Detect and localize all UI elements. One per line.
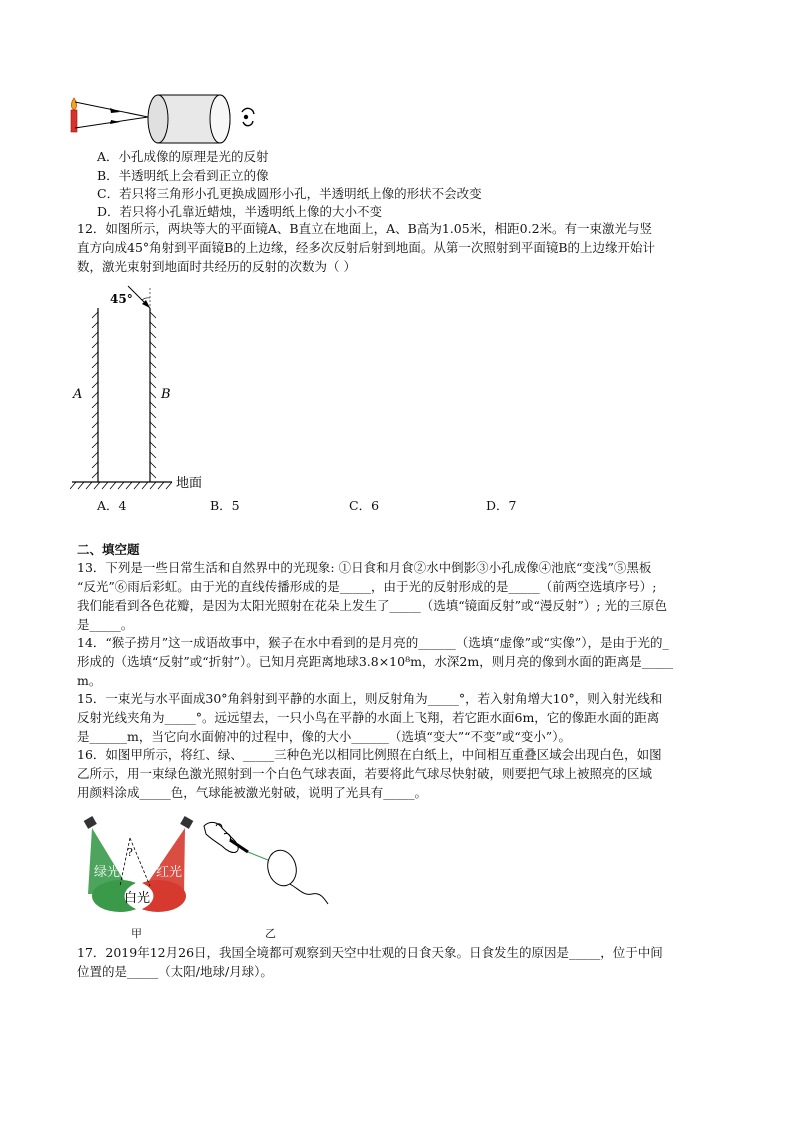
q17-line-2: 位置的是_____（太阳/地球/月球）。 <box>77 964 273 979</box>
hand-icon <box>204 822 238 852</box>
q11-option-b: B．半透明纸上会看到正立的像 <box>97 168 269 183</box>
laser-pointer-icon <box>230 840 248 852</box>
q16-line-1: 16．如图甲所示，将红、绿、_____三种色光以相同比例照在白纸上，中间相互重叠区域会出现白色，如图 <box>77 747 662 762</box>
q12-line-3: 数，激光束射到地面时共经历的反射的次数为（ ） <box>77 259 356 274</box>
question-mark: ? <box>127 846 133 859</box>
ground-label: 地面 <box>176 476 203 491</box>
q13-line-1: 13．下列是一些日常生活和自然界中的光现象: ①日食和月食②水中倒影③小孔成像④池底“变浅”⑤黑板 <box>77 560 652 575</box>
q11-option-d: D．若只将小孔靠近蜡烛，半透明纸上像的大小不变 <box>97 204 383 219</box>
q13-line-4: 是_____。 <box>77 617 134 632</box>
q12-option-b: B．5 <box>210 498 240 513</box>
q15-line-2: 反射光线夹角为_____°。远远望去，一只小鸟在平静的水面上飞翔，若它距水面6m，它的像距水面的距离 <box>77 710 660 725</box>
q11-option-a: A．小孔成像的原理是光的反射 <box>97 149 269 164</box>
q12-option-a: A．4 <box>97 498 127 513</box>
q13-line-3: 我们能看到各色花瓣，是因为太阳光照射在花朵上发生了_____（选填“镜面反射”或“漫反射”）; 光的三原色 <box>77 598 667 613</box>
figure-caption-jia: 甲 <box>131 927 142 940</box>
angle-label: 45° <box>110 292 133 306</box>
candle-flame-icon <box>71 98 76 110</box>
q12-option-c: C．6 <box>349 498 380 513</box>
q12-line-2: 直方向成45°角射到平面镜B的上边缘，经多次反射后射到地面。从第一次照射到平面镜B的上边缘开始计 <box>77 240 656 255</box>
mirror-b-label: B <box>161 387 171 402</box>
q17-line-1: 17．2019年12月26日，我国全境都可观察到天空中壮观的日食天象。日食发生的原因是_____，位于中间 <box>77 945 663 960</box>
q15-line-1: 15．一束光与水平面成30°角斜射到平静的水面上，则反射角为_____°，若入射角增大10°，则入射光线和 <box>77 691 663 706</box>
mirror-a-label: A <box>73 387 83 402</box>
q11-option-c: C．若只将三角形小孔更换成圆形小孔，半透明纸上像的形状不会改变 <box>97 186 482 201</box>
q16-line-3: 用颜料涂成_____色，气球能被激光射破，说明了光具有_____。 <box>77 785 428 800</box>
balloon-icon <box>264 847 300 889</box>
q15-line-3: 是______m，当它向水面俯冲的过程中，像的大小______（选填“变大”“不变”或“变小”）。 <box>77 729 571 744</box>
pinhole-camera-figure <box>60 88 270 150</box>
eye-icon <box>242 108 254 125</box>
figure-caption-yi: 乙 <box>265 927 276 940</box>
q12-option-d: D．7 <box>486 498 517 513</box>
q14-line-2: 形成的（选填“反射”或“折射”）。已知月亮距离地球3.8×10⁸m，水深2m，则月亮的像到水面的距离是_____ <box>77 654 673 669</box>
red-lamp-icon <box>180 816 193 829</box>
q12-line-1: 12．如图所示，两块等大的平面镜A、B直立在地面上，A、B高为1.05米，相距0.2米。有一束激光与竖 <box>77 221 653 236</box>
q14-line-1: 14．“猴子捞月”这一成语故事中，猴子在水中看到的是月亮的______（选填“虚像”或“实像”），是由于光的_ <box>77 635 669 650</box>
mirrors-figure <box>70 284 220 494</box>
laser-balloon-figure <box>200 816 340 912</box>
white-light-label: 白光 <box>124 891 151 906</box>
section-title: 二、填空题 <box>77 542 140 557</box>
color-mixing-figure <box>72 816 200 924</box>
q13-line-2: “反光”⑥雨后彩虹。由于光的直线传播形成的是_____，由于光的反射形成的是_____（前两空选填序号）; <box>77 579 657 594</box>
red-light-label: 红光 <box>156 865 183 880</box>
q16-line-2: 乙所示，用一束绿色激光照射到一个白色气球表面，若要将此气球尽快射破，则要把气球上被照亮的区域 <box>77 766 653 781</box>
q14-line-3: m。 <box>77 673 102 688</box>
green-light-label: 绿光 <box>94 865 121 880</box>
candle-icon <box>71 110 77 132</box>
green-lamp-icon <box>84 816 97 829</box>
